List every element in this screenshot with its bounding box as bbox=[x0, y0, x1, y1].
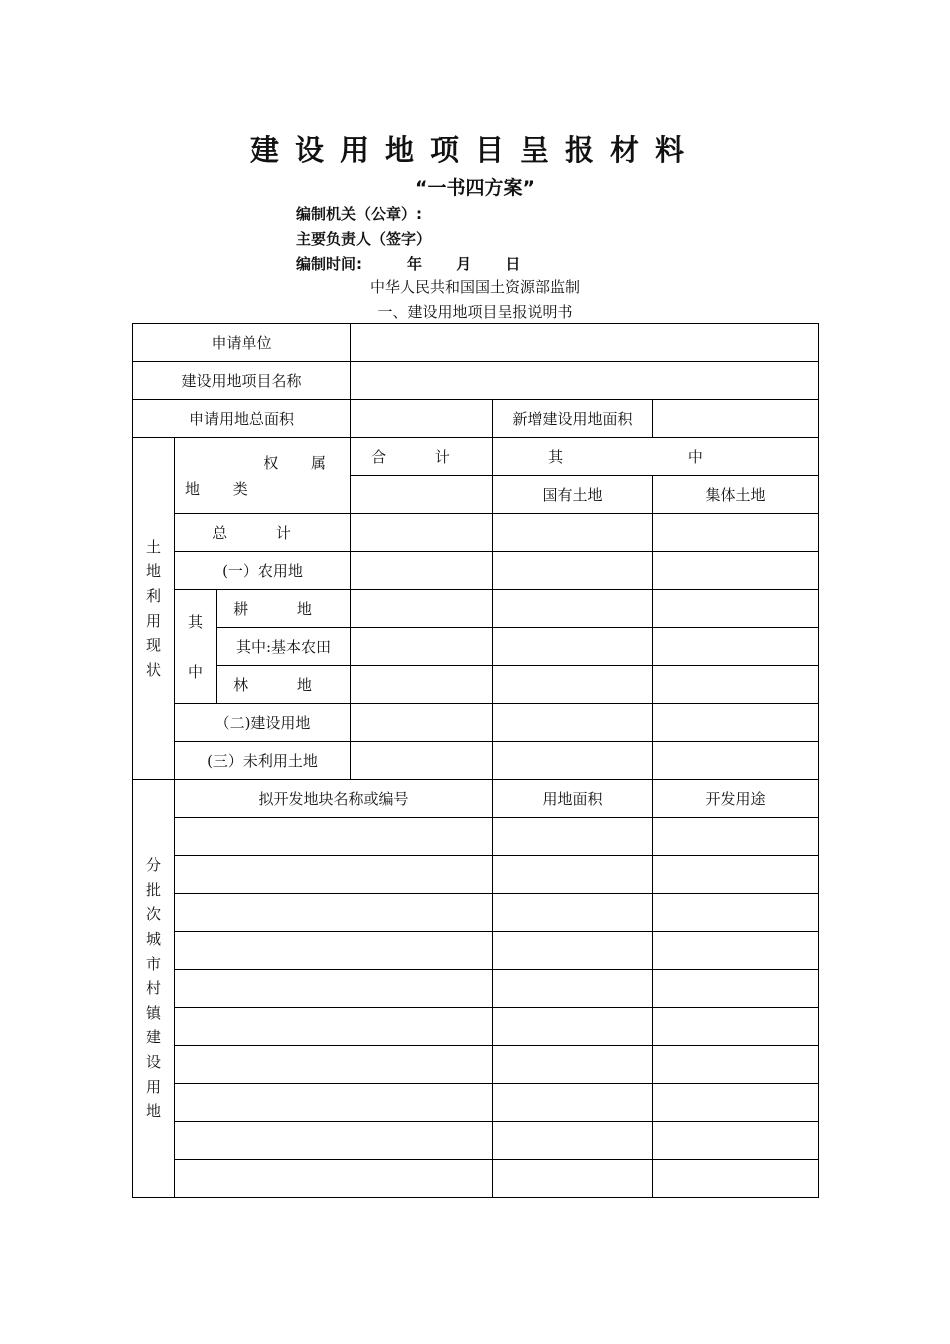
input-cell[interactable] bbox=[175, 1008, 493, 1046]
table-row bbox=[133, 1046, 819, 1084]
total-area-label: 申请用地总面积 bbox=[133, 400, 351, 438]
project-name-label: 建设用地项目名称 bbox=[133, 362, 351, 400]
table-row bbox=[133, 856, 819, 894]
input-cell[interactable] bbox=[175, 1046, 493, 1084]
input-cell[interactable] bbox=[653, 856, 819, 894]
table-row bbox=[133, 1122, 819, 1160]
form-row bbox=[133, 438, 819, 476]
batch-group-label: 分 批 次 城 市 村 镇 建 设 用 地 bbox=[133, 780, 175, 1198]
document-title: 建设用地项目呈报材料 bbox=[249, 133, 700, 167]
input-cell[interactable] bbox=[175, 818, 493, 856]
input-cell[interactable] bbox=[493, 742, 653, 780]
input-cell[interactable] bbox=[493, 856, 653, 894]
document-subtitle: “一书四方案” bbox=[415, 177, 535, 199]
input-cell[interactable] bbox=[493, 704, 653, 742]
input-cell[interactable] bbox=[175, 1160, 493, 1198]
form-row bbox=[133, 780, 819, 818]
input-cell[interactable] bbox=[493, 666, 653, 704]
table-row bbox=[133, 1008, 819, 1046]
row-unused-label: (三）未利用土地 bbox=[175, 742, 351, 780]
input-cell[interactable] bbox=[653, 1160, 819, 1198]
input-cell[interactable] bbox=[175, 932, 493, 970]
land-type-header: 地 类 bbox=[185, 480, 262, 498]
table-row bbox=[133, 894, 819, 932]
land-status-group-label: 土 地 利 用 现 状 bbox=[133, 438, 175, 780]
form-row bbox=[133, 324, 819, 362]
row-construction-label: （二)建设用地 bbox=[175, 704, 351, 742]
dev-use-header: 开发用途 bbox=[653, 780, 819, 818]
form-row bbox=[133, 590, 819, 628]
among-vertical-label: 其 中 bbox=[175, 590, 217, 704]
input-cell[interactable] bbox=[653, 1084, 819, 1122]
input-cell[interactable] bbox=[653, 1122, 819, 1160]
form-row bbox=[133, 666, 819, 704]
project-name-input-cell[interactable] bbox=[351, 362, 819, 400]
new-area-label: 新增建设用地面积 bbox=[493, 400, 653, 438]
total-area-input-cell[interactable] bbox=[351, 400, 493, 438]
form-row bbox=[133, 552, 819, 590]
compile-time-row bbox=[296, 253, 535, 274]
collective-land-header: 集体土地 bbox=[653, 476, 819, 514]
total-header: 合 计 bbox=[351, 438, 493, 476]
form-row bbox=[133, 704, 819, 742]
input-cell[interactable] bbox=[493, 894, 653, 932]
input-cell[interactable] bbox=[175, 1122, 493, 1160]
input-cell[interactable] bbox=[653, 704, 819, 742]
input-cell[interactable] bbox=[653, 514, 819, 552]
input-cell[interactable] bbox=[493, 1160, 653, 1198]
input-cell[interactable] bbox=[493, 628, 653, 666]
input-cell[interactable] bbox=[493, 552, 653, 590]
input-cell[interactable] bbox=[653, 970, 819, 1008]
input-cell[interactable] bbox=[493, 1084, 653, 1122]
table-row bbox=[133, 970, 819, 1008]
table-row bbox=[133, 1160, 819, 1198]
row-basic-farmland-label: 其中:基本农田 bbox=[217, 628, 351, 666]
land-project-form bbox=[132, 323, 819, 1198]
input-cell[interactable] bbox=[175, 1084, 493, 1122]
input-cell[interactable] bbox=[653, 1008, 819, 1046]
input-cell[interactable] bbox=[351, 552, 493, 590]
table-row bbox=[133, 932, 819, 970]
issuer-line: 中华人民共和国国土资源部监制 bbox=[369, 278, 580, 296]
ownership-landtype-header bbox=[175, 438, 351, 514]
input-cell[interactable] bbox=[653, 742, 819, 780]
table-row bbox=[133, 1084, 819, 1122]
land-area-header: 用地面积 bbox=[493, 780, 653, 818]
form-row bbox=[133, 628, 819, 666]
responsible-person-label: 主要负责人（签字） bbox=[296, 230, 432, 248]
applicant-label: 申请单位 bbox=[133, 324, 351, 362]
input-cell[interactable] bbox=[175, 894, 493, 932]
applicant-input-cell[interactable] bbox=[351, 324, 819, 362]
new-area-input-cell[interactable] bbox=[653, 400, 819, 438]
total-subheader-cell bbox=[351, 476, 493, 514]
form-row bbox=[133, 742, 819, 780]
input-cell[interactable] bbox=[493, 818, 653, 856]
table-row bbox=[133, 818, 819, 856]
input-cell[interactable] bbox=[493, 1008, 653, 1046]
input-cell[interactable] bbox=[351, 590, 493, 628]
parcel-name-header: 拟开发地块名称或编号 bbox=[175, 780, 493, 818]
input-cell[interactable] bbox=[653, 628, 819, 666]
input-cell[interactable] bbox=[653, 894, 819, 932]
form-row bbox=[133, 400, 819, 438]
compile-time-label: 编制时间: bbox=[296, 255, 362, 273]
section-title: 一、建设用地项目呈报说明书 bbox=[377, 303, 573, 321]
input-cell[interactable] bbox=[175, 856, 493, 894]
input-cell[interactable] bbox=[653, 932, 819, 970]
input-cell[interactable] bbox=[493, 514, 653, 552]
row-cultivated-label: 耕 地 bbox=[217, 590, 351, 628]
input-cell[interactable] bbox=[653, 818, 819, 856]
form-row bbox=[133, 514, 819, 552]
input-cell[interactable] bbox=[493, 970, 653, 1008]
input-cell[interactable] bbox=[175, 970, 493, 1008]
input-cell[interactable] bbox=[493, 590, 653, 628]
ownership-header: 权 属 bbox=[263, 454, 341, 472]
day-label: 日 bbox=[505, 255, 521, 273]
input-cell[interactable] bbox=[493, 1122, 653, 1160]
row-total-label: 总 计 bbox=[175, 514, 351, 552]
input-cell[interactable] bbox=[653, 552, 819, 590]
row-forest-label: 林 地 bbox=[217, 666, 351, 704]
compiling-org-label: 编制机关（公章）: bbox=[296, 205, 422, 223]
input-cell[interactable] bbox=[351, 704, 493, 742]
input-cell[interactable] bbox=[653, 590, 819, 628]
input-cell[interactable] bbox=[493, 932, 653, 970]
form-row bbox=[133, 362, 819, 400]
year-label: 年 bbox=[406, 255, 422, 273]
among-header: 其 中 bbox=[493, 438, 819, 476]
input-cell[interactable] bbox=[493, 1046, 653, 1084]
row-agricultural-label: (一）农用地 bbox=[175, 552, 351, 590]
input-cell[interactable] bbox=[351, 666, 493, 704]
input-cell[interactable] bbox=[653, 666, 819, 704]
input-cell[interactable] bbox=[351, 514, 493, 552]
state-land-header: 国有土地 bbox=[493, 476, 653, 514]
input-cell[interactable] bbox=[351, 742, 493, 780]
month-label: 月 bbox=[456, 255, 472, 273]
input-cell[interactable] bbox=[351, 628, 493, 666]
input-cell[interactable] bbox=[653, 1046, 819, 1084]
